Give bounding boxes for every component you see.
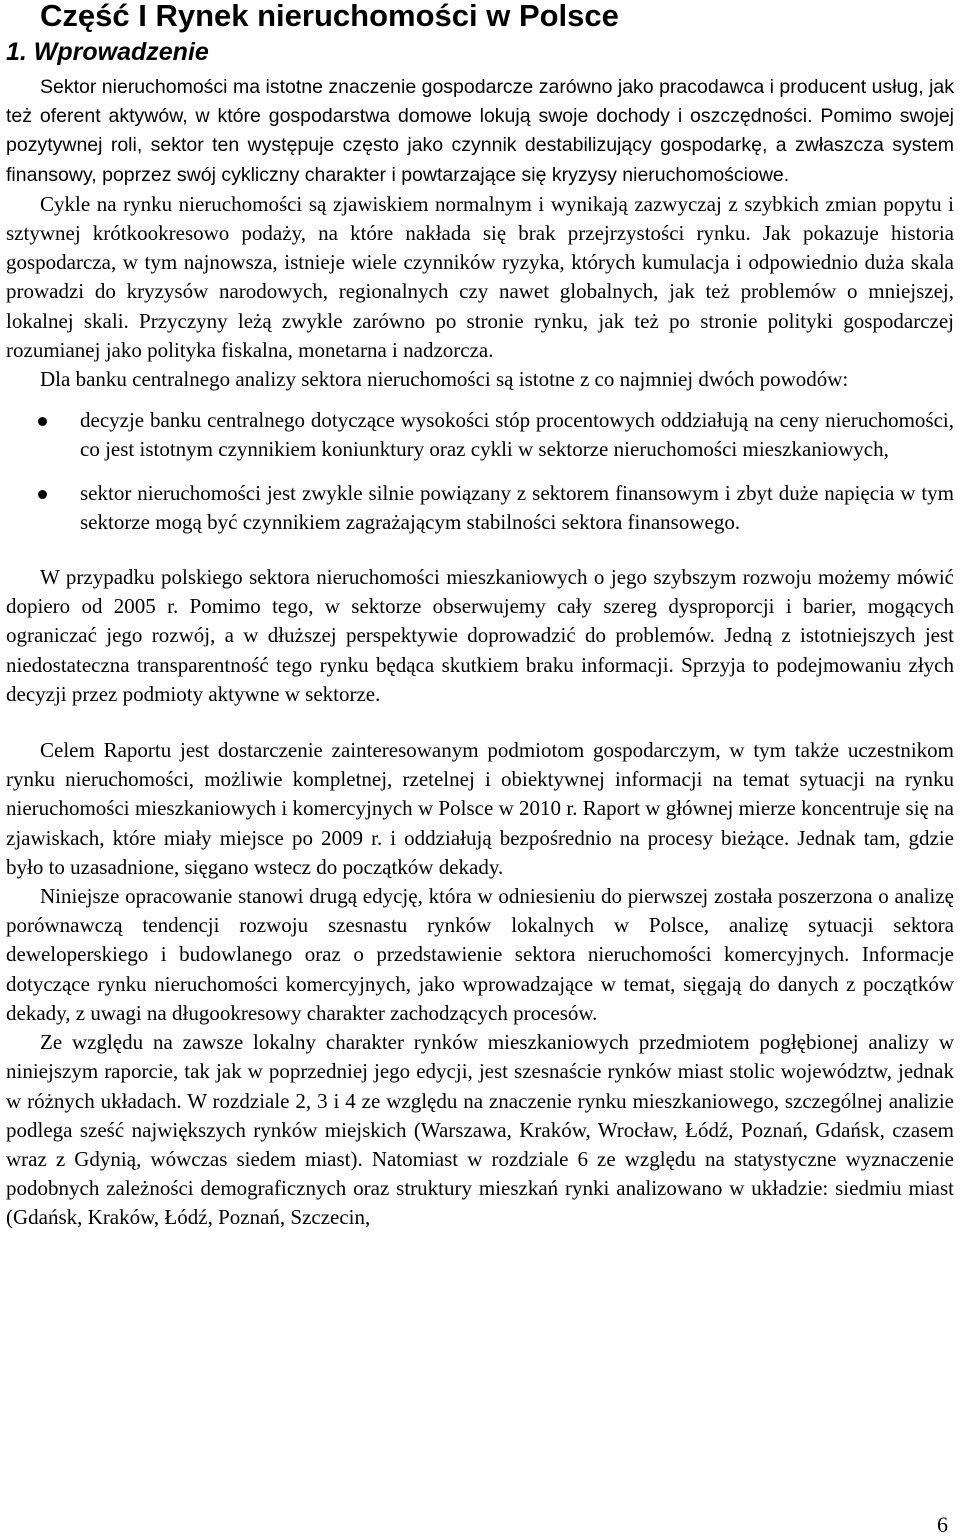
paragraph-report-goal: Celem Raportu jest dostarczenie zainteresowanym podmiotom gospodarczym, w tym także uczestnikom rynku nieruchomości, możliwie kompletnej, rzetelnej i obiektywnej informacji na temat sytuacji na rynku nieruchomości mieszkaniowych i komercyjnych w Polsce w 2010 r. Raport w głównej mierze koncentruje się na zjawiskach, które miały miejsce po 2009 r. i oddziałują bezpośrednio na procesy bieżące. Jednak tam, gdzie było to uzasadnione, sięgano wstecz do początków dekady.	[6, 738, 954, 879]
list-item	[6, 479, 954, 537]
list-item-text: sektor nieruchomości jest zwykle silnie powiązany z sektorem finansowym i zbyt duże napięcia w tym sektorze mogą być czynnikiem zagrażającym stabilności sektora finansowego.	[80, 480, 954, 534]
bullet-list	[6, 406, 954, 537]
page-number: 6	[937, 1512, 948, 1537]
list-item-text: decyzje banku centralnego dotyczące wysokości stóp procentowych oddziałują na ceny nieruchomości, co jest istotnym czynnikiem koniunktury oraz cykli w sektorze nieruchomości mieszkaniowych,	[80, 408, 954, 462]
paragraph-polish-sector: W przypadku polskiego sektora nieruchomości mieszkaniowych o jego szybszym rozwoju możemy mówić dopiero od 2005 r. Pomimo tego, w sektorze obserwujemy cały szereg dysproporcji i barier, mogących ograniczać jego rozwój, a w dłuższej perspektywie doprowadzić do problemów. Jedną z istotniejszych jest niedostateczna transparentność tego rynku będąca skutkiem braku informacji. Sprzyja to podejmowaniu złych decyzji przez podmioty aktywne w sektorze.	[6, 565, 954, 706]
paragraph-intro: Sektor nieruchomości ma istotne znaczenie gospodarcze zarówno jako pracodawca i producent usług, jak też oferent aktywów, w które gospodarstwa domowe lokują swoje dochody i oszczędności. Pomimo swojej pozytywnej roli, sektor ten występuje często jako czynnik destabilizujący gospodarkę, a zwłaszcza system finansowy, poprzez swój cykliczny charakter i powtarzające się kryzysy nieruchomościowe.	[6, 76, 954, 186]
list-item	[6, 406, 954, 464]
document-body	[6, 73, 954, 1233]
bullet-icon	[38, 490, 47, 499]
paragraph-second-edition: Niniejsze opracowanie stanowi drugą edycję, która w odniesieniu do pierwszej została poszerzona o analizę porównawczą tendencji rozwoju szesnastu rynków lokalnych w Polsce, analizę sytuacji sektora deweloperskiego i budowlanego oraz o przedstawienie sektora nieruchomości komercyjnych. Informacje dotyczące rynku nieruchomości komercyjnych, jako wprowadzające w temat, sięgają do danych z początków dekady, z uwagi na długookresowy charakter zachodzących procesów.	[6, 884, 954, 1025]
section-title: 1. Wprowadzenie	[6, 38, 209, 66]
paragraph-local-markets: Ze względu na zawsze lokalny charakter rynków mieszkaniowych przedmiotem pogłębionej analizy w niniejszym raporcie, tak jak w poprzedniej jego edycji, jest szesnaście rynków miast stolic województw, jednak w różnych układach. W rozdziale 2, 3 i 4 ze względu na znaczenie rynku mieszkaniowego, szczególnej analizie podlega sześć największych rynków miejskich (Warszawa, Kraków, Wrocław, Łódź, Poznań, Gdańsk, czasem wraz z Gdynią, wówczas siedem miast). Natomiast w rozdziale 6 ze względu na statystyczne wyznaczenie podobnych zależności demograficznych oraz struktury mieszkań rynki analizowano w układzie: siedmiu miast (Gdańsk, Kraków, Łódź, Poznań, Szczecin,	[6, 1030, 954, 1230]
bullet-icon	[38, 417, 47, 426]
paragraph-central-bank: Dla banku centralnego analizy sektora nieruchomości są istotne z co najmniej dwóch powodów:	[40, 367, 849, 392]
paragraph-cycles: Cykle na rynku nieruchomości są zjawiskiem normalnym i wynikają zazwyczaj z szybkich zmian popytu i sztywnej krótkookresowo podaży, na które nakłada się brak przejrzystości rynku. Jak pokazuje historia gospodarcza, w tym najnowsza, istnieje wiele czynników ryzyka, których kumulacja i odpowiednio duża skala prowadzi do kryzysów narodowych, regionalnych czy nawet globalnych, jak też problemów o mniejszej, lokalnej skali. Przyczyny leżą zwykle zarówno po stronie rynku, jak też po stronie polityki gospodarczej rozumianej jako polityka fiskalna, monetarna i nadzorcza.	[6, 191, 954, 362]
part-title: Część I Rynek nieruchomości w Polsce	[40, 0, 619, 33]
